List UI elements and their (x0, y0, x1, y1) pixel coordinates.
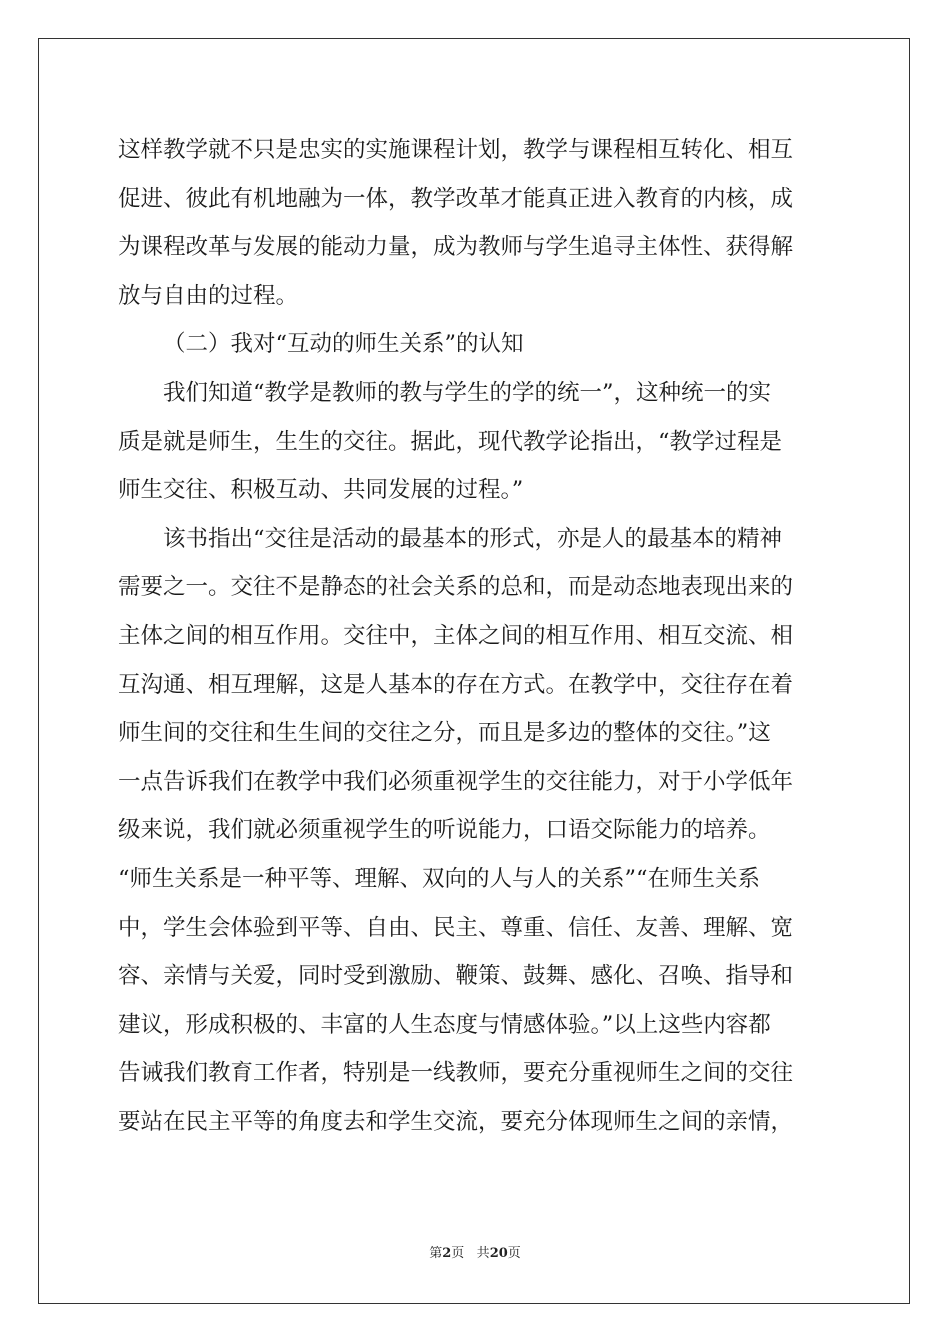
footer-total-pages: 20 (489, 1246, 508, 1261)
text-line: “师生关系是一种平等、理解、双向的人与人的关系”“在师生关系 (118, 865, 761, 892)
footer-total-prefix: 共 (476, 1246, 490, 1261)
text-line: 要站在民主平等的角度去和学生交流，要充分体现师生之间的亲情， (118, 1108, 794, 1135)
text-line: 告诫我们教育工作者，特别是一线教师，要充分重视师生之间的交往 (118, 1060, 794, 1087)
text-line: 级来说，我们就必须重视学生的听说能力，口语交际能力的培养。 (118, 817, 771, 844)
text-line: 该书指出“交往是活动的最基本的形式，亦是人的最基本的精神 (163, 525, 783, 552)
text-line: 建议，形成积极的、丰富的人生态度与情感体验。”以上这些内容都 (118, 1011, 771, 1038)
text-line: 需要之一。交往不是静态的社会关系的总和，而是动态地表现出来的 (118, 574, 794, 601)
footer-page-prefix: 第 (429, 1246, 443, 1261)
text-line: 一点告诉我们在教学中我们必须重视学生的交往能力，对于小学低年 (118, 768, 794, 795)
text-line: 放与自由的过程。 (118, 282, 299, 309)
text-line: 中，学生会体验到平等、自由、民主、尊重、信任、友善、理解、宽 (118, 914, 794, 941)
text-line: 互沟通、相互理解，这是人基本的存在方式。在教学中，交往存在着 (118, 671, 794, 698)
page-footer (0, 1244, 950, 1264)
text-line: 容、亲情与关爱，同时受到激励、鞭策、鼓舞、感化、召唤、指导和 (118, 963, 794, 990)
text-line: 为课程改革与发展的能动力量，成为教师与学生追寻主体性、获得解 (118, 234, 794, 261)
text-line: 质是就是师生，生生的交往。据此，现代教学论指出，“教学过程是 (118, 428, 783, 455)
text-line: 我们知道“教学是教师的教与学生的学的统一”，这种统一的实 (163, 379, 772, 406)
footer-page-number: 2 (442, 1246, 452, 1261)
text-line: 主体之间的相互作用。交往中，主体之间的相互作用、相互交流、相 (118, 622, 794, 649)
text-line: 师生交往、积极互动、共同发展的过程。” (118, 477, 524, 504)
text-line: 促进、彼此有机地融为一体，教学改革才能真正进入教育的内核，成 (118, 185, 794, 212)
footer-page-suffix: 页 (451, 1246, 465, 1261)
text-line: （二）我对“互动的师生关系”的认知 (163, 331, 524, 358)
footer-total-suffix: 页 (507, 1246, 521, 1261)
text-line: 这样教学就不只是忠实的实施课程计划，教学与课程相互转化、相互 (118, 137, 794, 163)
document-body (118, 126, 838, 1146)
text-line: 师生间的交往和生生间的交往之分，而且是多边的整体的交往。”这 (118, 720, 771, 747)
